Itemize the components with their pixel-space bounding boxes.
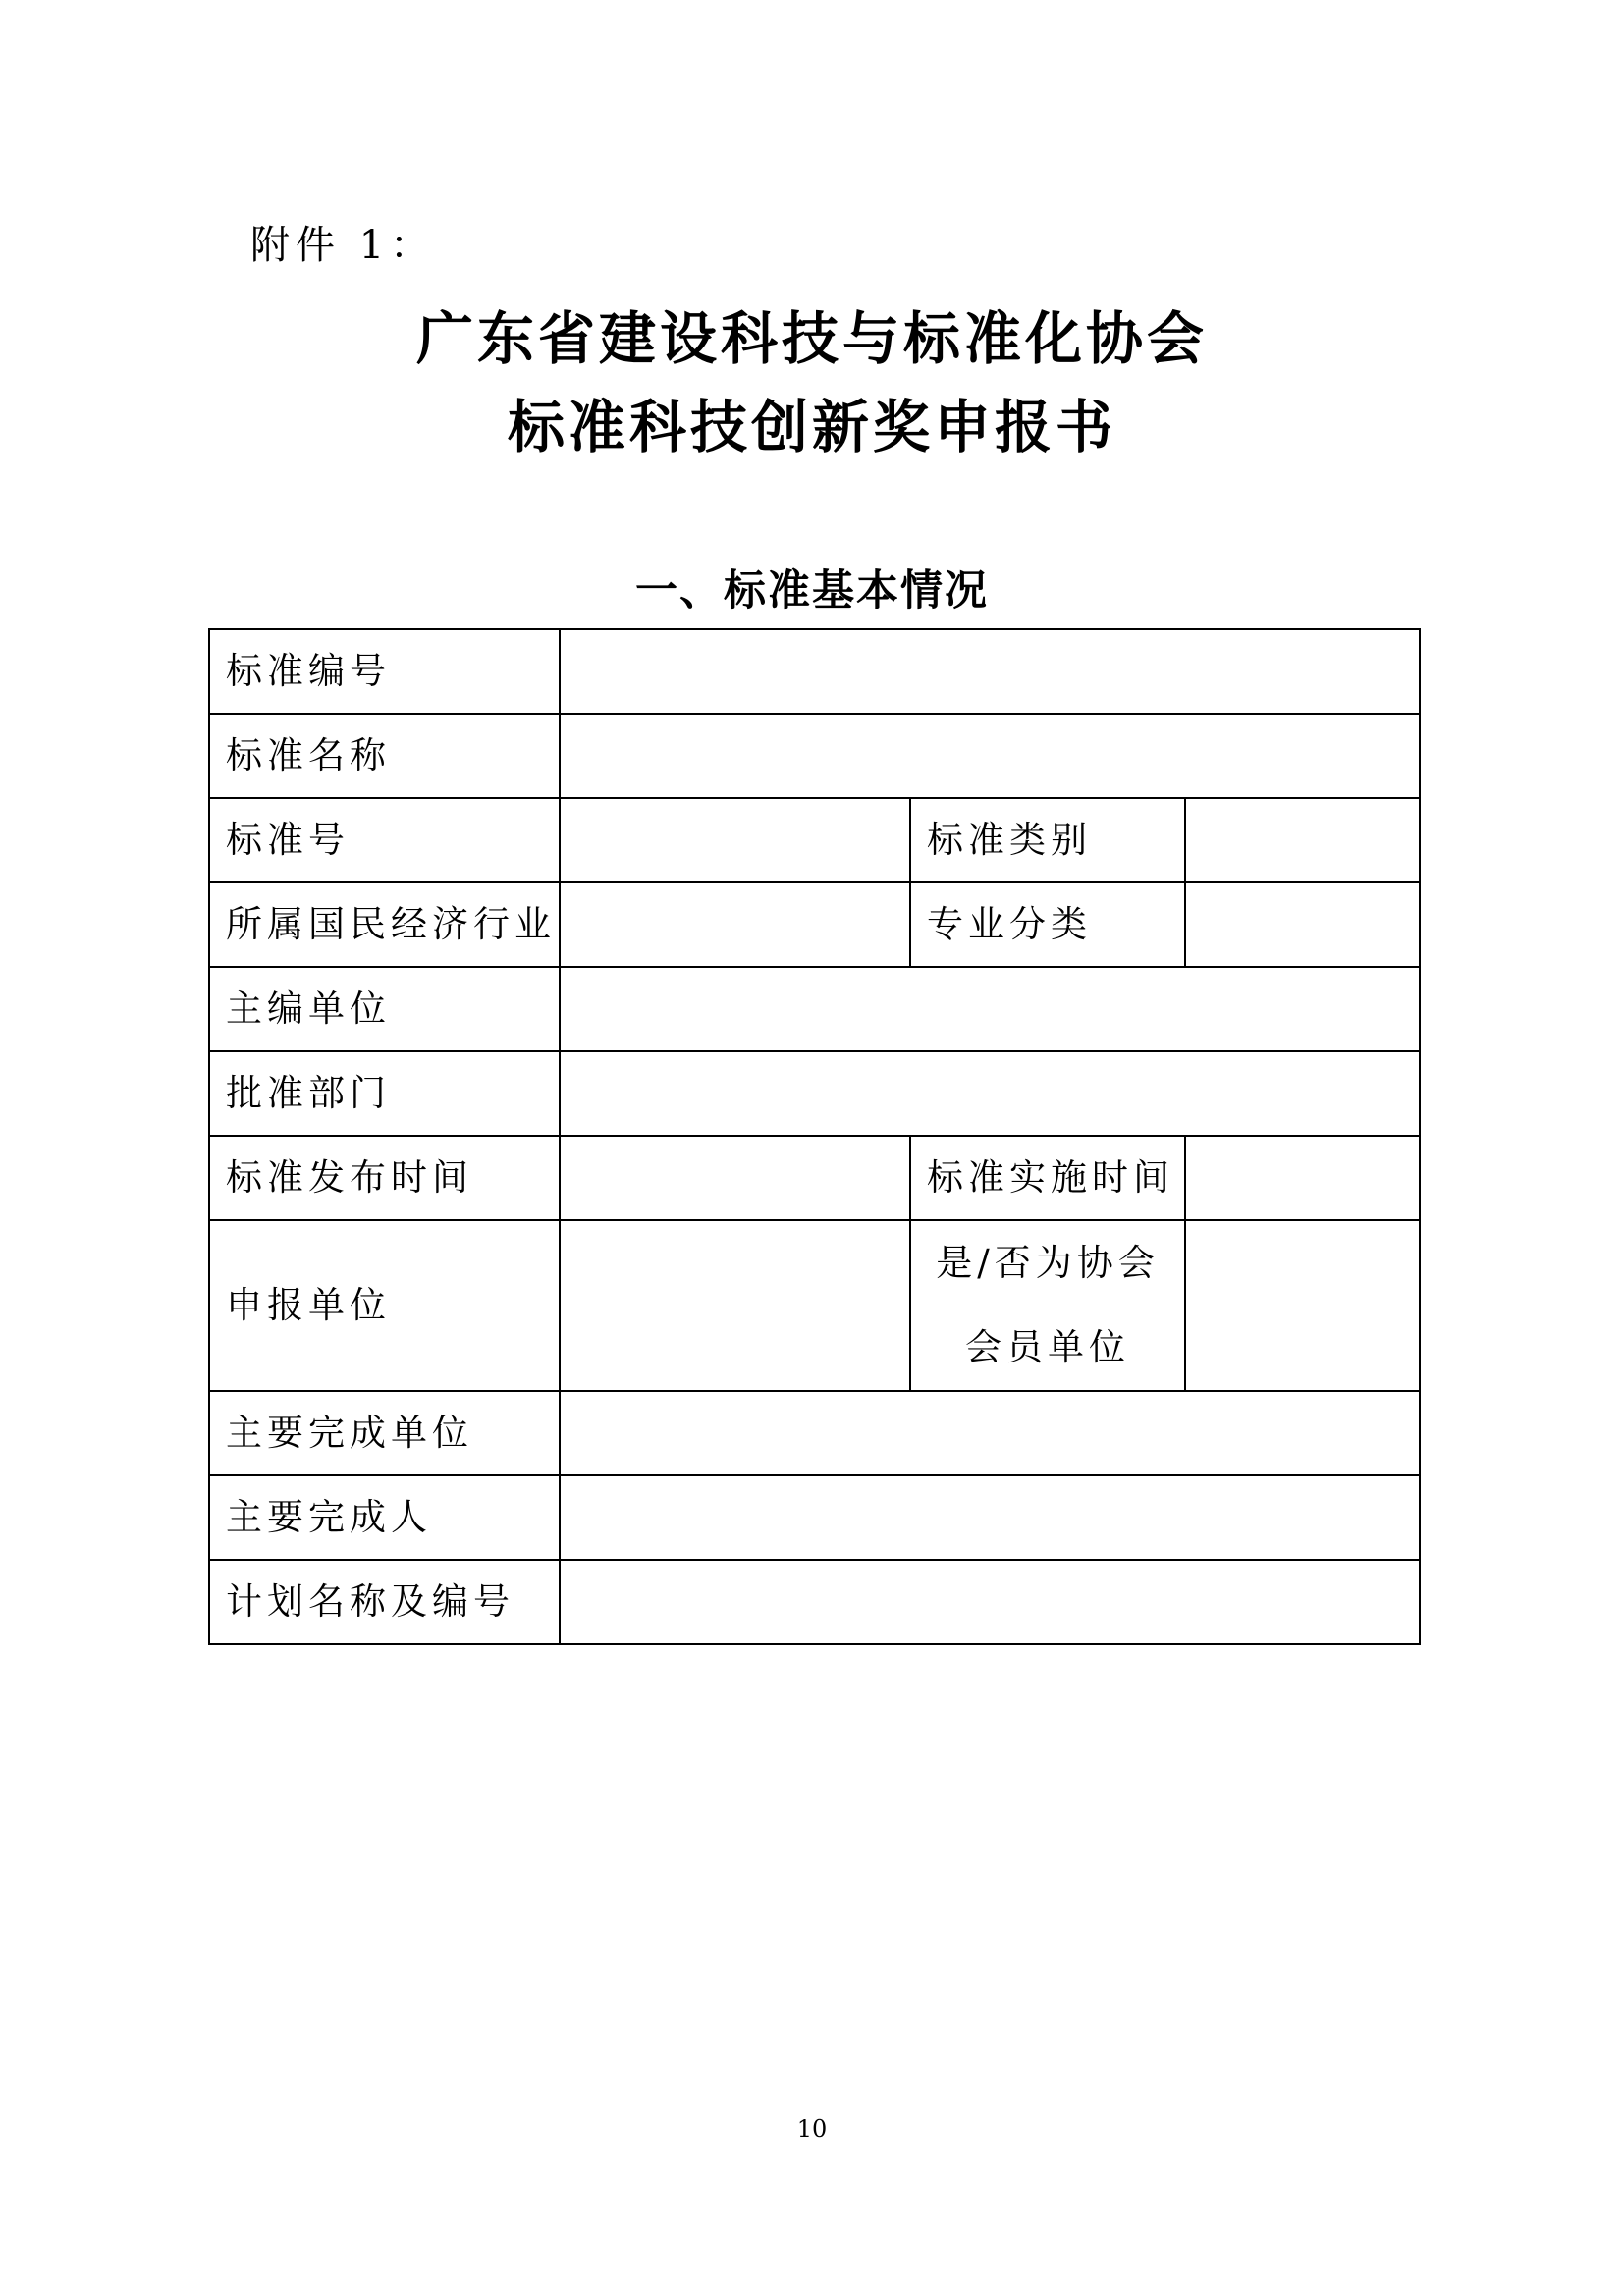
is-member-label xyxy=(910,1220,1185,1391)
table-row xyxy=(209,1560,1420,1644)
applicant-unit-field[interactable] xyxy=(560,1220,910,1391)
industry-label: 所属国民经济行业 xyxy=(209,882,560,967)
standard-number-field[interactable] xyxy=(560,798,910,882)
standard-code-label: 标准编号 xyxy=(209,629,560,714)
table-row xyxy=(209,798,1420,882)
section-heading: 一、标准基本情况 xyxy=(635,566,989,615)
table-row xyxy=(209,1220,1420,1391)
standard-info-table xyxy=(208,628,1421,1645)
main-persons-field[interactable] xyxy=(560,1475,1420,1560)
table-row xyxy=(209,1136,1420,1220)
document-title-line2: 标准科技创新奖申报书 xyxy=(507,394,1116,460)
table-row xyxy=(209,967,1420,1051)
release-date-label: 标准发布时间 xyxy=(209,1136,560,1220)
page-number: 10 xyxy=(796,2115,828,2143)
standard-number-label: 标准号 xyxy=(209,798,560,882)
table-row xyxy=(209,1391,1420,1475)
applicant-unit-label: 申报单位 xyxy=(209,1220,560,1391)
table-row xyxy=(209,1475,1420,1560)
approval-department-label: 批准部门 xyxy=(209,1051,560,1136)
document-title-line1: 广东省建设科技与标准化协会 xyxy=(415,305,1208,372)
standard-name-label: 标准名称 xyxy=(209,714,560,798)
specialty-field[interactable] xyxy=(1185,882,1420,967)
chief-editor-unit-field[interactable] xyxy=(560,967,1420,1051)
main-units-field[interactable] xyxy=(560,1391,1420,1475)
main-units-label: 主要完成单位 xyxy=(209,1391,560,1475)
plan-name-number-label: 计划名称及编号 xyxy=(209,1560,560,1644)
is-member-label-line2: 会员单位 xyxy=(965,1326,1130,1368)
industry-field[interactable] xyxy=(560,882,910,967)
table-row xyxy=(209,714,1420,798)
implementation-date-field[interactable] xyxy=(1185,1136,1420,1220)
is-member-label-line1: 是/否为协会 xyxy=(936,1242,1160,1284)
table-row xyxy=(209,882,1420,967)
standard-code-field[interactable] xyxy=(560,629,1420,714)
is-member-field[interactable] xyxy=(1185,1220,1420,1391)
plan-name-number-field[interactable] xyxy=(560,1560,1420,1644)
standard-category-label: 标准类别 xyxy=(910,798,1185,882)
implementation-date-label: 标准实施时间 xyxy=(910,1136,1185,1220)
attachment-label: 附件 1： xyxy=(250,223,436,268)
approval-department-field[interactable] xyxy=(560,1051,1420,1136)
table-row xyxy=(209,1051,1420,1136)
release-date-field[interactable] xyxy=(560,1136,910,1220)
standard-category-field[interactable] xyxy=(1185,798,1420,882)
main-persons-label: 主要完成人 xyxy=(209,1475,560,1560)
chief-editor-unit-label: 主编单位 xyxy=(209,967,560,1051)
specialty-label: 专业分类 xyxy=(910,882,1185,967)
table-row xyxy=(209,629,1420,714)
standard-name-field[interactable] xyxy=(560,714,1420,798)
